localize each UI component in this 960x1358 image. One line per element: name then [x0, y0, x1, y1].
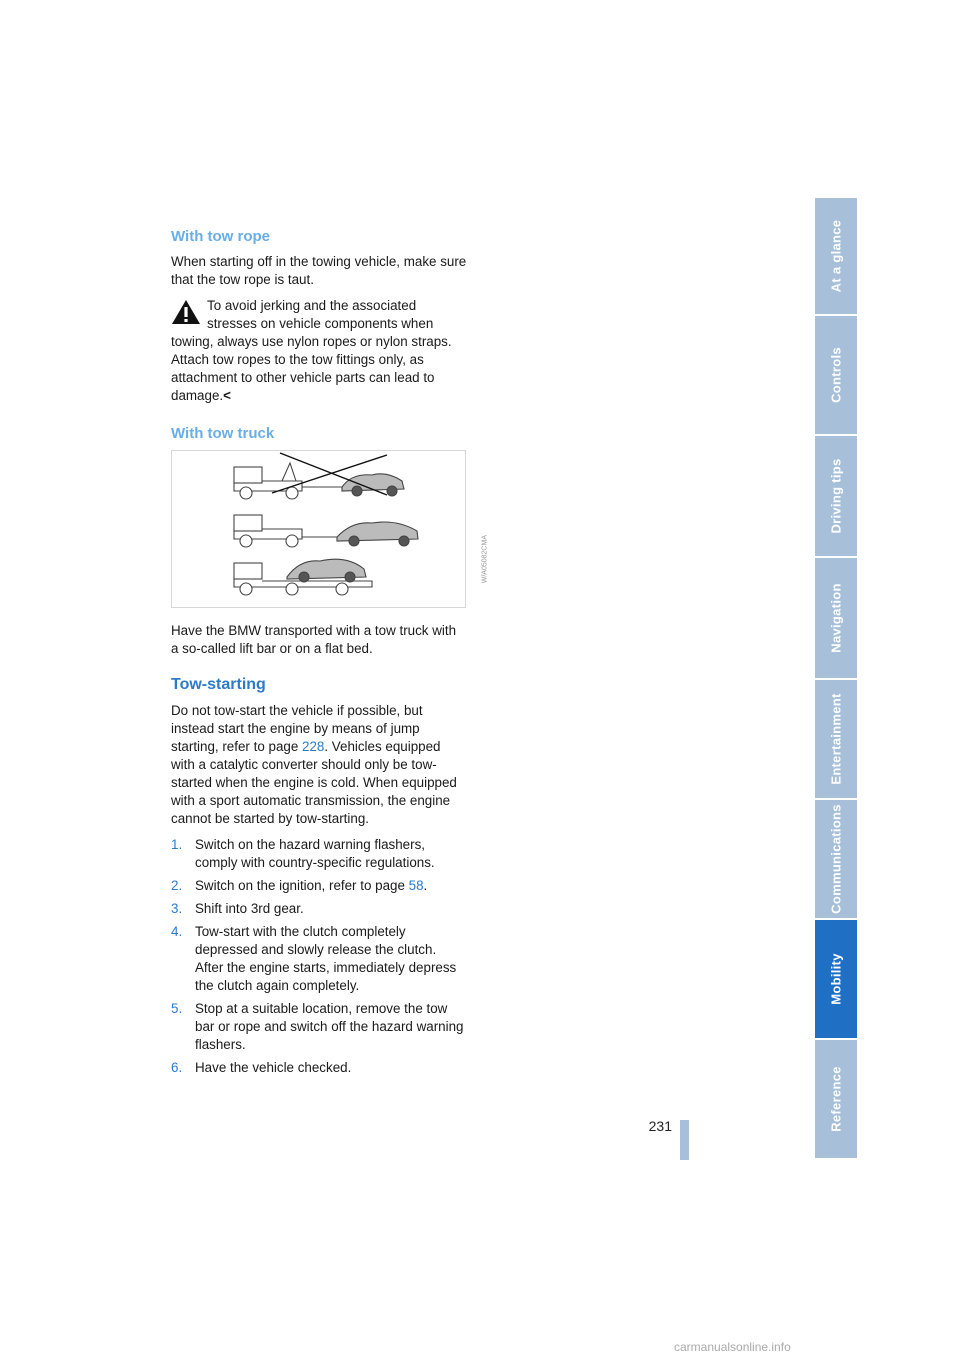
- tab-at-a-glance[interactable]: At a glance: [815, 198, 857, 316]
- list-item: 2. Switch on the ignition, refer to page 58.: [171, 878, 428, 893]
- list-item: 5. Stop at a suitable location, remove the tow bar or rope and switch off the hazard warning flashers.: [171, 1001, 464, 1052]
- tow-truck-figure: [171, 450, 488, 608]
- tow-starting-intro: Do not tow-start the vehicle if possible, but instead start the engine by means of jump starting, refer to page 228. Vehicles equipped with a catalytic converter should only be tow-started when the engine is cold. When equipped with a sport automatic transmission, the engine cannot be started by tow-starting.: [171, 703, 457, 826]
- warning-triangle-icon: [171, 299, 201, 325]
- tab-navigation[interactable]: Navigation: [815, 558, 857, 680]
- warning-text-first: To avoid jerking and the associated stresses on vehicle components when: [207, 298, 434, 331]
- warning-text-rest: towing, always use nylon ropes or nylon straps. Attach tow ropes to the tow fittings only, as attachment to other vehicle parts can lead to damage.<: [171, 334, 452, 403]
- tab-driving-tips[interactable]: Driving tips: [815, 436, 857, 558]
- tow-starting-steps: [171, 836, 467, 1077]
- figure-code: W/A05082CMA: [481, 535, 488, 584]
- heading-tow-starting: Tow-starting: [171, 676, 266, 693]
- list-item: 4. Tow-start with the clutch completely depressed and slowly release the clutch. After the engine starts, immediately depress the clutch again completely.: [171, 924, 457, 993]
- truck-lift-bar: [234, 515, 418, 547]
- tow-truck-text: Have the BMW transported with a tow truck with a so-called lift bar or on a flat bed.: [171, 623, 457, 656]
- tab-reference[interactable]: Reference: [815, 1040, 857, 1160]
- list-item: 1. Switch on the hazard warning flashers, comply with country-specific regulations.: [171, 837, 435, 870]
- watermark: carmanualsonline.info: [674, 1340, 791, 1354]
- tab-controls[interactable]: Controls: [815, 316, 857, 436]
- tow-rope-intro: When starting off in the towing vehicle, make sure that the tow rope is taut.: [171, 254, 467, 287]
- list-item: 6. Have the vehicle checked.: [171, 1060, 352, 1075]
- tab-communications[interactable]: Communications: [815, 800, 857, 920]
- truck-flat-bed: [234, 559, 372, 595]
- page-number-bar: [680, 1120, 689, 1160]
- chapter-tabs: [815, 198, 857, 1160]
- end-mark: <: [223, 388, 231, 403]
- tab-mobility[interactable]: Mobility: [815, 920, 857, 1040]
- page-link-228[interactable]: 228: [302, 739, 325, 754]
- tab-entertainment[interactable]: Entertainment: [815, 680, 857, 800]
- page-number: 231: [648, 1118, 672, 1134]
- tow-truck-illustration: [172, 451, 465, 607]
- page-content: [171, 228, 488, 1082]
- warning-block: [171, 297, 467, 405]
- page-link-58[interactable]: 58: [408, 878, 424, 893]
- heading-with-tow-truck: With tow truck: [171, 425, 275, 442]
- list-item: 3. Shift into 3rd gear.: [171, 901, 304, 916]
- heading-with-tow-rope: With tow rope: [171, 228, 271, 245]
